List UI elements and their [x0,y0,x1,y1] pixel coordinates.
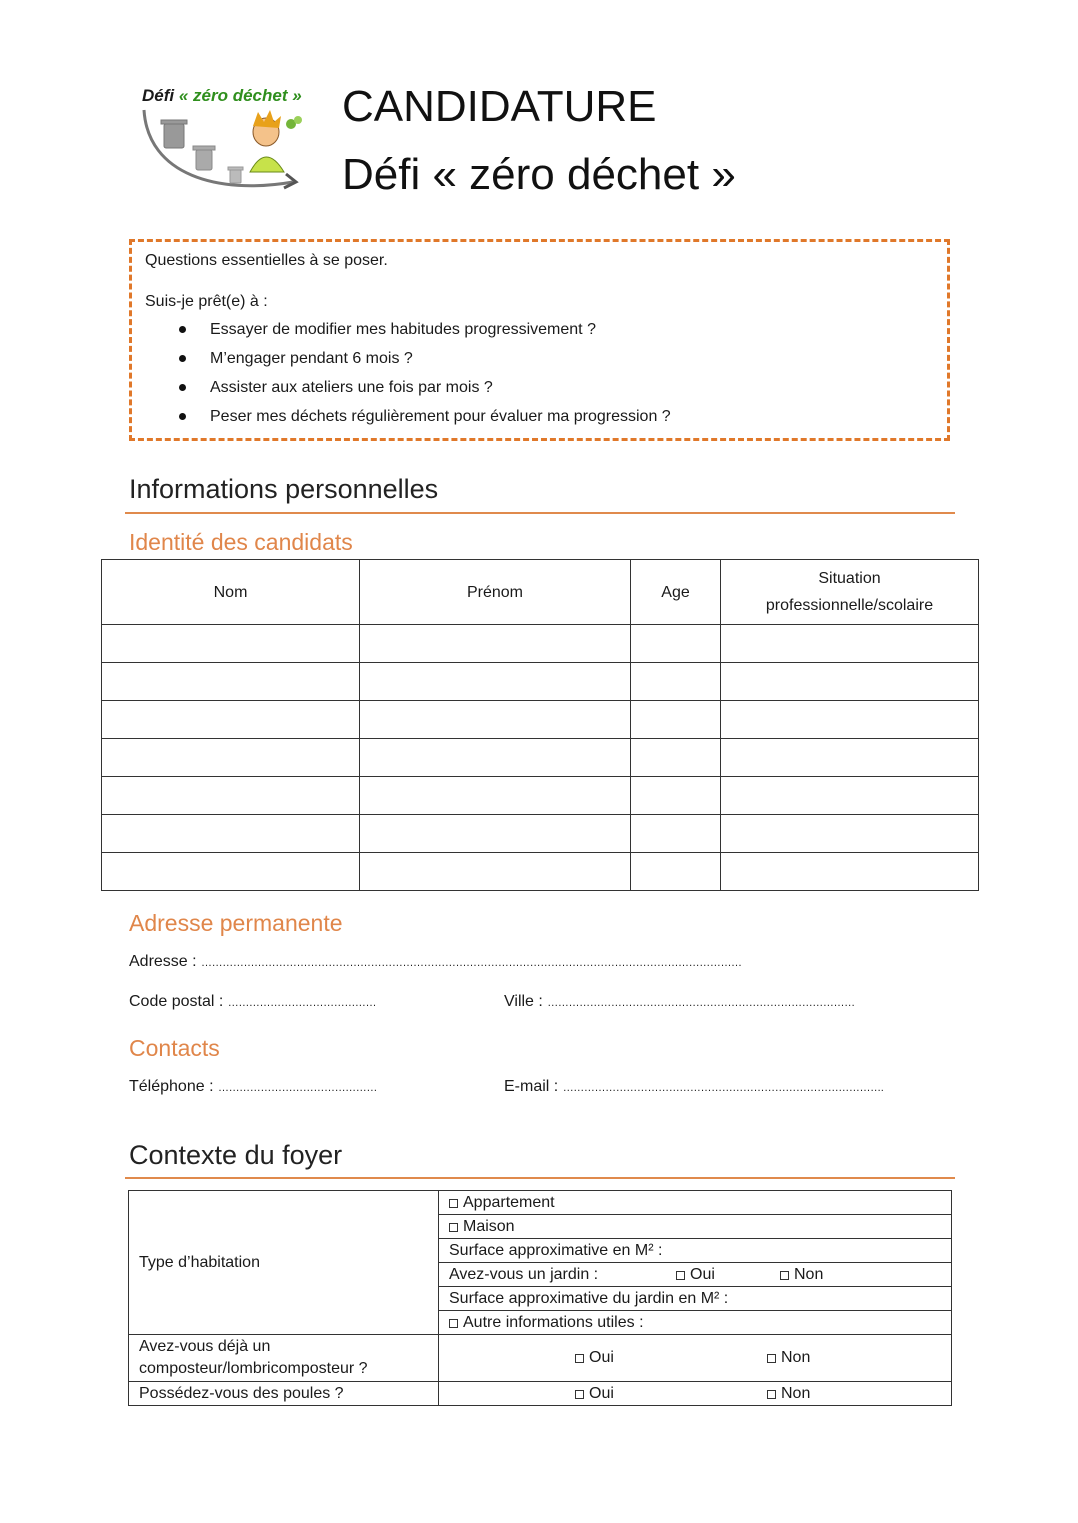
child-mascot-icon [250,110,302,172]
composter-label: Avez-vous déjà un composteur/lombricomposteur ? [129,1335,439,1382]
table-cell[interactable] [721,815,979,853]
list-item: Assister aux ateliers une fois par mois ? [132,378,671,407]
table-row [129,1191,952,1215]
table-cell[interactable] [102,701,360,739]
composter-yes-option[interactable]: Oui [575,1347,767,1369]
table-cell[interactable] [631,625,721,663]
questions-lead: Suis-je prêt(e) à : [145,293,268,310]
table-cell[interactable] [102,777,360,815]
checkbox-icon[interactable] [575,1354,584,1363]
list-item: M’engager pendant 6 mois ? [132,349,671,378]
table-cell[interactable] [631,815,721,853]
table-cell[interactable] [360,701,631,739]
bullet-icon [179,413,186,420]
table-cell[interactable] [631,777,721,815]
table-row [102,625,979,663]
table-cell[interactable] [360,663,631,701]
trash-can-icon [228,167,243,183]
bullet-icon [179,355,186,362]
address-line [129,953,742,971]
address-label: Adresse : [129,953,197,970]
city-label: Ville : [504,993,543,1010]
checkbox-icon[interactable] [449,1199,458,1208]
garden-yes-option[interactable]: Oui [676,1264,780,1286]
table-cell[interactable] [102,853,360,891]
subsection-title-address: Adresse permanente [129,910,343,936]
checkbox-icon[interactable] [767,1390,776,1399]
table-row [102,853,979,891]
section-title-personal: Informations personnelles [129,474,439,504]
garden-no-option[interactable]: Non [780,1264,823,1286]
table-cell[interactable] [721,853,979,891]
table-cell[interactable] [631,701,721,739]
section-rule [125,1177,955,1179]
option-other-info[interactable]: Autre informations utiles : [439,1311,952,1335]
household-context-table [128,1190,952,1406]
questions-box [129,239,950,441]
bullet-icon [179,384,186,391]
table-cell[interactable] [721,777,979,815]
table-row [102,815,979,853]
column-header-prenom: Prénom [360,560,631,625]
postal-code-field[interactable]: …………………………………… [227,997,377,1009]
checkbox-icon[interactable] [449,1223,458,1232]
checkbox-icon[interactable] [449,1319,458,1328]
table-cell[interactable] [102,625,360,663]
table-cell[interactable] [721,625,979,663]
zero-waste-logo [138,80,318,208]
table-cell[interactable] [631,853,721,891]
postal-line [129,993,376,1011]
table-row [102,777,979,815]
trash-can-icon [193,146,215,170]
chickens-options [439,1382,952,1406]
table-row [102,663,979,701]
table-cell[interactable] [102,739,360,777]
checkbox-icon[interactable] [676,1271,685,1280]
table-cell[interactable] [631,663,721,701]
email-line [504,1078,883,1096]
phone-field[interactable]: ……………………………………… [217,1082,377,1094]
table-row [102,739,979,777]
city-line [504,993,855,1011]
table-cell[interactable] [721,701,979,739]
address-field[interactable]: ……………………………………………………………………………………………………………………………………… [201,957,742,969]
table-cell[interactable] [721,739,979,777]
city-field[interactable]: …………………………………………………………………………… [547,997,855,1009]
questions-list [132,320,671,436]
option-apartment[interactable]: Appartement [439,1191,952,1215]
table-row [102,701,979,739]
page-title-line1: CANDIDATURE [342,82,657,131]
table-cell[interactable] [360,777,631,815]
garden-question: Avez-vous un jardin : Oui Non [439,1263,952,1287]
email-field[interactable]: ………………………………………………………………………………. [562,1082,884,1094]
table-cell[interactable] [360,739,631,777]
table-cell[interactable] [721,663,979,701]
chickens-label: Possédez-vous des poules ? [129,1382,439,1406]
phone-line [129,1078,377,1096]
checkbox-icon[interactable] [780,1271,789,1280]
list-item: Essayer de modifier mes habitudes progressivement ? [132,320,671,349]
questions-intro: Questions essentielles à se poser. [145,252,388,269]
logo-title-green: « zéro déchet » [178,86,302,105]
page-title-line2: Défi « zéro déchet » [342,150,736,199]
section-title-context: Contexte du foyer [129,1140,343,1170]
chickens-yes-option[interactable]: Oui [575,1383,767,1405]
table-cell[interactable] [102,663,360,701]
list-item: Peser mes déchets régulièrement pour évaluer ma progression ? [132,407,671,436]
table-header-row [102,560,979,625]
table-cell[interactable] [102,815,360,853]
chickens-no-option[interactable]: Non [767,1383,810,1405]
identity-table [101,559,979,891]
subsection-title-contacts: Contacts [129,1035,220,1061]
table-row [129,1382,952,1406]
logo-title-prefix: Défi [142,86,175,105]
composter-no-option[interactable]: Non [767,1347,810,1369]
email-label: E-mail : [504,1078,559,1095]
checkbox-icon[interactable] [575,1390,584,1399]
section-rule [125,512,955,514]
option-house[interactable]: Maison [439,1215,952,1239]
garden-surface-field[interactable]: Surface approximative du jardin en M² : [439,1287,952,1311]
table-cell[interactable] [360,815,631,853]
housing-type-label: Type d’habitation [129,1191,439,1335]
bullet-icon [179,326,186,333]
phone-label: Téléphone : [129,1078,214,1095]
table-cell[interactable] [631,739,721,777]
postal-code-label: Code postal : [129,993,224,1010]
surface-field[interactable]: Surface approximative en M² : [439,1239,952,1263]
trash-can-icon [161,120,187,148]
composter-options [439,1335,952,1382]
checkbox-icon[interactable] [767,1354,776,1363]
table-cell[interactable] [360,853,631,891]
table-cell[interactable] [360,625,631,663]
column-header-age: Age [631,560,721,625]
column-header-situation: Situation professionnelle/scolaire [721,560,979,625]
table-row [129,1335,952,1382]
subsection-title-identity: Identité des candidats [129,529,353,555]
column-header-nom: Nom [102,560,360,625]
